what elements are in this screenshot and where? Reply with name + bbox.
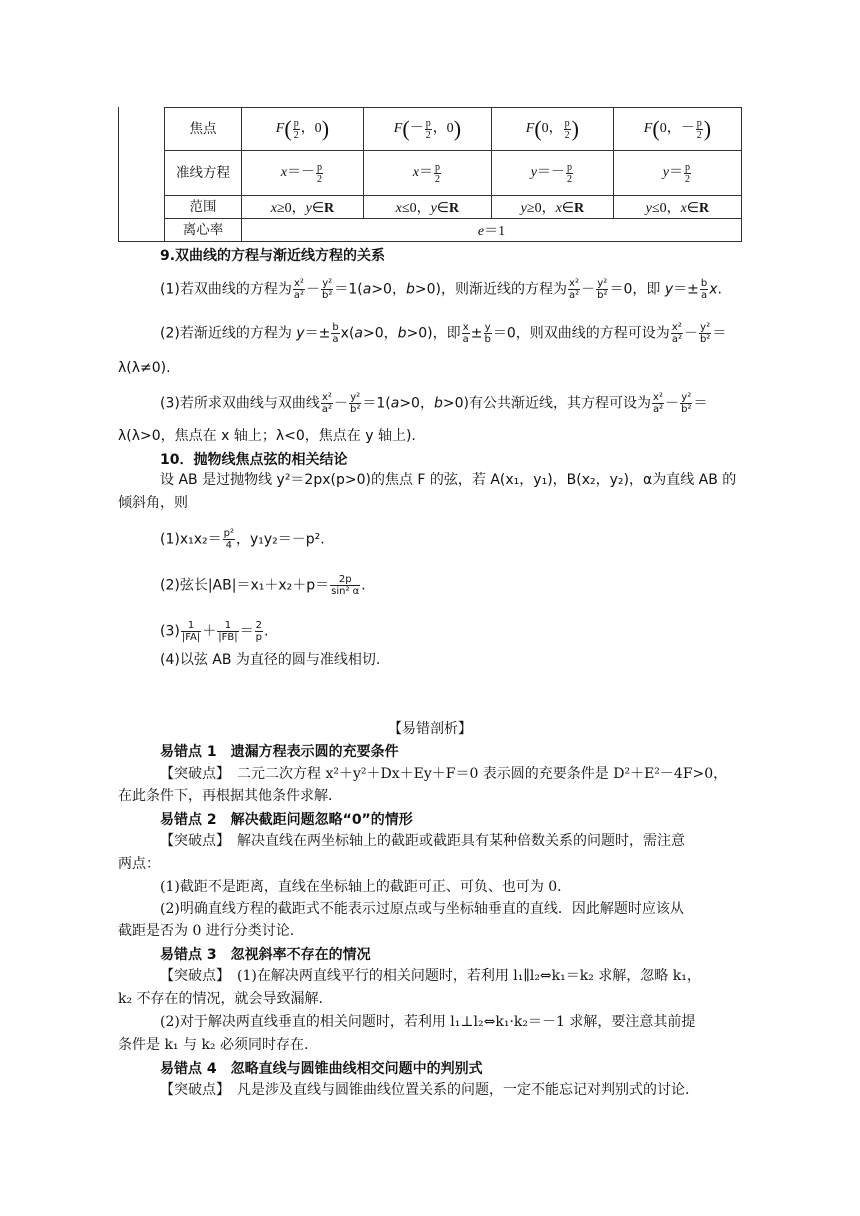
directrix-cell-2: x＝ $\frac{p}{2}$ [363, 151, 491, 196]
error-3-line-3: (2)对于解决两直线垂直的相关问题时，若利用 l₁⊥l₂⇔k₁·k₂＝－1 求解，要注意其前提 [160, 1014, 696, 1030]
section-10-item-1: (1)x₁x₂＝ $\frac{\text{p²}}{4}$ ，y₁y₂＝－p². [160, 528, 325, 551]
directrix-cell-3: y＝－ $\frac{p}{2}$ [491, 151, 613, 196]
focus-cell-4: F(0，－ $\frac{p}{2}$ ) [613, 108, 741, 151]
error-2-line-3: (1)截距不是距离，直线在坐标轴上的截距可正、可负、也可为 0. [160, 879, 562, 895]
table-row-focus [165, 108, 742, 151]
range-cell-2: x≤0，y∈R [363, 196, 491, 219]
focus-cell-3: F(0， $\frac{p}{2}$ ) [491, 108, 613, 151]
table-row-directrix [165, 151, 742, 196]
section-9-paragraph-2: (2)若渐近线的方程为 y＝± $\frac{b}{a}$ x(a>0，b>0)，即 $\frac{x}{a}$ ± $\frac{y}{b}$ ＝0，则双曲线的方程可设为 $\frac{\text{x²}}{\text{a²}}$ － $\frac{\text{y²}}{\text{b²}}$ ＝ [160, 322, 727, 345]
section-10-item-2: (2)弦长|AB|＝x₁＋x₂＋p＝ $\frac{2p}{\text{sin² α}}$ . [160, 574, 366, 597]
directrix-cell-4: y＝ $\frac{p}{2}$ [613, 151, 741, 196]
error-4-title: 易错点 4 忽略直线与圆锥曲线相交问题中的判别式 [160, 1061, 483, 1077]
error-1-line-2: 在此条件下，再根据其他条件求解. [118, 788, 333, 804]
section-10-item-3: (3) $\frac{1}{|FA|}$ ＋ $\frac{1}{|FB|}$ ＝ $\frac{2}{p}$ . [160, 620, 269, 643]
error-analysis-title: 【易错剖析】 [388, 721, 472, 737]
error-3-line-1: 【突破点】 (1)在解决两直线平行的相关问题时，若利用 l₁∥l₂⇔k₁＝k₂ 求解，忽略 k₁， [160, 968, 701, 984]
section-10-intro-line-1: 设 AB 是过抛物线 y²＝2px(p>0)的焦点 F 的弦，若 A(x₁，y₁)，B(x₂，y₂)，α为直线 AB 的 [160, 472, 737, 488]
error-1-line-1: 【突破点】 二元二次方程 x²＋y²＋Dx＋Ey＋F＝0 表示圆的充要条件是 D²＋E²－4F>0， [160, 766, 728, 782]
error-2-line-1: 【突破点】 解决直线在两坐标轴上的截距或截距具有某种倍数关系的问题时，需注意 [160, 833, 685, 849]
range-cell-1: x≥0，y∈R [242, 196, 364, 219]
section-10-item-4: (4)以弦 AB 为直径的圆与准线相切. [160, 652, 381, 668]
error-3-title: 易错点 3 忽视斜率不存在的情况 [160, 947, 371, 963]
eccentricity-cell: e＝1 [242, 219, 742, 242]
section-9-title: 9.双曲线的方程与渐近线方程的关系 [160, 248, 386, 264]
error-2-line-4: (2)明确直线方程的截距式不能表示过原点或与坐标轴垂直的直线．因此解题时应该从 [160, 901, 684, 917]
row-header-focus: 焦点 [165, 108, 242, 151]
error-2-line-5: 截距是否为 0 进行分类讨论. [118, 923, 295, 939]
error-3-line-4: 条件是 k₁ 与 k₂ 必须同时存在. [118, 1037, 309, 1053]
focus-cell-1: F( $\frac{p}{2}$ ，0) [242, 108, 364, 151]
section-9-paragraph-1: (1)若双曲线的方程为 $\frac{\text{x²}}{\text{a²}}$ － $\frac{\text{y²}}{\text{b²}}$ ＝1(a>0，b>0)，则渐近线的方程为 $\frac{\text{x²}}{\text{a²}}$ － $\frac{\text{y²}}{\text{b²}}$ ＝0，即 y＝± $\frac{b}{a}$ x. [160, 278, 722, 301]
focus-cell-2: F(－ $\frac{p}{2}$ ，0) [363, 108, 491, 151]
error-2-title: 易错点 2 解决截距问题忽略“0”的情形 [160, 812, 413, 828]
error-4-line-1: 【突破点】 凡是涉及直线与圆锥曲线位置关系的问题，一定不能忘记对判别式的讨论. [160, 1082, 690, 1098]
section-10-intro-line-2: 倾斜角，则 [118, 495, 188, 511]
row-header-eccentricity: 离心率 [165, 219, 242, 242]
row-header-directrix: 准线方程 [165, 151, 242, 196]
error-1-title: 易错点 1 遗漏方程表示圆的充要条件 [160, 744, 399, 760]
directrix-cell-1: x＝－ $\frac{p}{2}$ [242, 151, 364, 196]
range-cell-4: y≤0，x∈R [613, 196, 741, 219]
error-3-line-2: k₂ 不存在的情况，就会导致漏解. [118, 991, 323, 1007]
table-row-range [165, 196, 742, 219]
section-10-title: 10．抛物线焦点弦的相关结论 [160, 452, 348, 468]
range-cell-3: y≥0，x∈R [491, 196, 613, 219]
table-left-margin-column [118, 107, 164, 242]
error-2-line-2: 两点： [118, 856, 160, 872]
section-9-paragraph-3-cont: λ(λ>0，焦点在 x 轴上；λ<0，焦点在 y 轴上). [118, 428, 416, 444]
row-header-range: 范围 [165, 196, 242, 219]
section-9-paragraph-3: (3)若所求双曲线与双曲线 $\frac{\text{x²}}{\text{a²}}$ － $\frac{\text{y²}}{\text{b²}}$ ＝1(a>0，b>0)有公共渐近线，其方程可设为 $\frac{\text{x²}}{\text{a²}}$ － $\frac{\text{y²}}{\text{b²}}$ ＝ [160, 392, 708, 415]
table-row-eccentricity [165, 219, 742, 242]
section-9-paragraph-2-cont: λ(λ≠0). [118, 360, 171, 376]
parabola-properties-table [164, 107, 742, 242]
